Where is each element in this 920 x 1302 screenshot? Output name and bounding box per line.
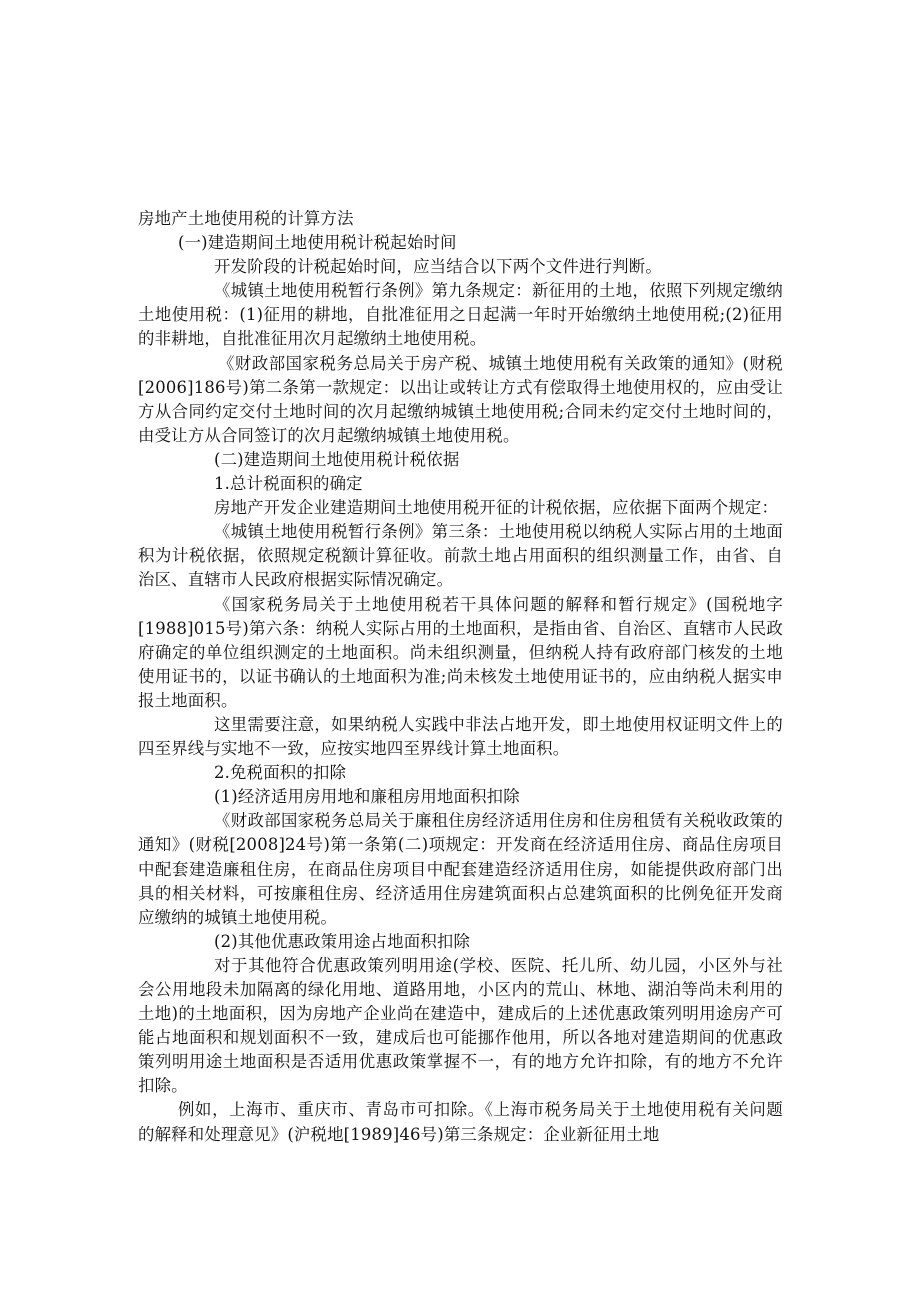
paragraph: 《财政部国家税务总局关于廉租住房经济适用住房和住房租赁有关税收政策的通知》(财税[2008]24号)第一条第(二)项规定：开发商在经济适用住房、商品住房项目中配套建造廉租住房，在商品住房项目中配套建造经济适用住房，如能提供政府部门出具的相关材料，可按廉租住房、经济适用住房建筑面积占总建筑面积的比例免征开发商应缴纳的城镇土地使用税。: [138, 811, 783, 927]
paragraph: 这里需要注意，如果纳税人实践中非法占地开发，即土地使用权证明文件上的四至界线与实地不一致，应按实地四至界线计算土地面积。: [138, 714, 783, 759]
paragraph: 《财政部国家税务总局关于房产税、城镇土地使用税有关政策的通知》(财税[2006]186号)第二条第一款规定：以出让或转让方式有偿取得土地使用权的，应由受让方从合同约定交付土地时间的次月起缴纳城镇土地使用税;合同未约定交付土地时间的，由受让方从合同签订的次月起缴纳城镇土地使用税。: [138, 353, 783, 445]
document-page: [138, 207, 783, 1147]
paragraph: 1.总计税面积的确定: [214, 474, 363, 494]
paragraph: 对于其他符合优惠政策列明用途(学校、医院、托儿所、幼儿园，小区外与社会公用地段未加隔离的绿化用地、道路用地，小区内的荒山、林地、湖泊等尚未利用的土地)的土地面积，因为房地产企业尚在建造中，建成后的上述优惠政策列明用途房产可能占地面积和规划面积不一致，建成后也可能挪作他用，所以各地对建造期间的优惠政策列明用途土地面积是否适用优惠政策掌握不一，有的地方允许扣除，有的地方不允许扣除。: [138, 955, 783, 1096]
paragraph: (一)建造期间土地使用税计税起始时间: [178, 233, 457, 253]
paragraph: 《国家税务局关于土地使用税若干具体问题的解释和暂行规定》(国税地字[1988]015号)第六条：纳税人实际占用的土地面积，是指由省、自治区、直辖市人民政府确定的单位组织测定的土地面积。尚未组织测量，但纳税人持有政府部门核发的土地使用证书的，以证书确认的土地面积为准;尚未核发土地使用证书的，应由纳税人据实申报土地面积。: [138, 594, 783, 710]
paragraph: (2)其他优惠政策用途占地面积扣除: [214, 931, 471, 951]
paragraph: 《城镇土地使用税暂行条例》第九条规定：新征用的土地，依照下列规定缴纳土地使用税：(1)征用的耕地，自批准征用之日起满一年时开始缴纳土地使用税;(2)征用的非耕地，自批准征用次月起缴纳土地使用税。: [138, 281, 783, 349]
paragraph: (二)建造期间土地使用税计税依据: [214, 449, 460, 469]
document-title: 房地产土地使用税的计算方法: [138, 209, 354, 228]
paragraph: 《城镇土地使用税暂行条例》第三条：土地使用税以纳税人实际占用的土地面积为计税依据，依照规定税额计算征收。前款土地占用面积的组织测量工作，由省、自治区、直辖市人民政府根据实际情况确定。: [138, 522, 783, 590]
paragraph: 房地产开发企业建造期间土地使用税开征的计税依据，应依据下面两个规定：: [214, 498, 779, 518]
paragraph: (1)经济适用房用地和廉租房用地面积扣除: [214, 787, 520, 807]
paragraph: 开发阶段的计税起始时间，应当结合以下两个文件进行判断。: [214, 257, 662, 277]
paragraph: 例如，上海市、重庆市、青岛市可扣除。《上海市税务局关于土地使用税有关问题的解释和处理意见》(沪税地[1989]46号)第三条规定：企业新征用土地: [138, 1100, 783, 1144]
paragraph: 2.免税面积的扣除: [214, 763, 347, 783]
